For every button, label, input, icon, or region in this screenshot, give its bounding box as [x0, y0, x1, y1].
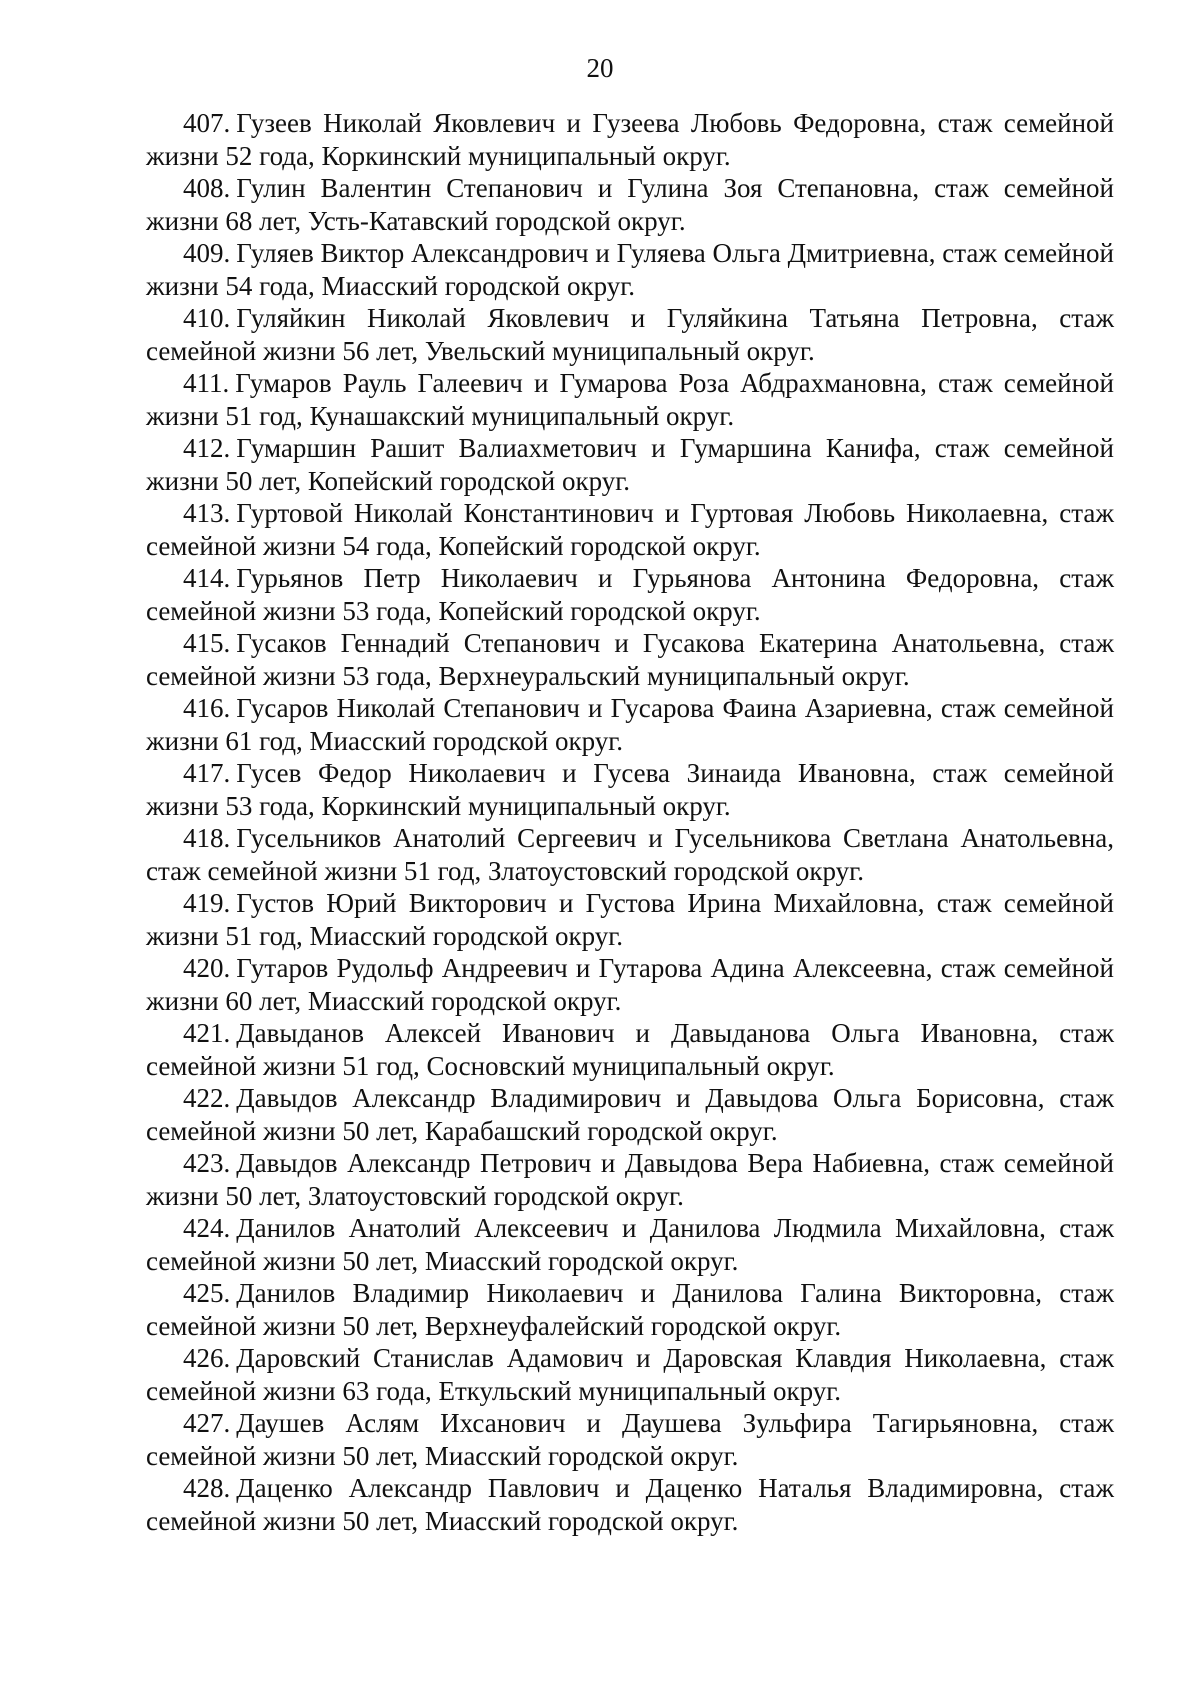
entry-number: 427.	[183, 1408, 231, 1438]
list-item	[146, 367, 1114, 432]
entry-number: 412.	[183, 433, 231, 463]
entry-text: Даровский Станислав Адамович и Даровская Клавдия Николаевна, стаж семейной жизни 63 года, Еткульский муниципальный округ.	[146, 1343, 1114, 1406]
entry-number: 420.	[183, 953, 231, 983]
entry-number: 416.	[183, 693, 231, 723]
list-item	[146, 1407, 1114, 1472]
entry-text: Гусев Федор Николаевич и Гусева Зинаида Ивановна, стаж семейной жизни 53 года, Коркинский муниципальный округ.	[146, 758, 1114, 821]
entry-text: Гутаров Рудольф Андреевич и Гутарова Адина Алексеевна, стаж семейной жизни 60 лет, Миасский городской округ.	[146, 953, 1114, 1016]
entry-number: 419.	[183, 888, 231, 918]
entry-text: Гусаков Геннадий Степанович и Гусакова Екатерина Анатольевна, стаж семейной жизни 53 года, Верхнеуральский муниципальный округ.	[146, 628, 1114, 691]
list-item	[146, 172, 1114, 237]
entry-text: Даушев Аслям Ихсанович и Даушева Зульфира Тагирьяновна, стаж семейной жизни 50 лет, Миасский городской округ.	[146, 1408, 1114, 1471]
entry-number: 428.	[183, 1473, 231, 1503]
list-item	[146, 1147, 1114, 1212]
entry-text: Данилов Владимир Николаевич и Данилова Галина Викторовна, стаж семейной жизни 50 лет, Верхнеуфалейский городской округ.	[146, 1278, 1114, 1341]
list-item	[146, 1472, 1114, 1537]
entry-text: Гурьянов Петр Николаевич и Гурьянова Антонина Федоровна, стаж семейной жизни 53 года, Копейский городской округ.	[146, 563, 1114, 626]
list-item	[146, 627, 1114, 692]
entry-text: Давыданов Алексей Иванович и Давыданова Ольга Ивановна, стаж семейной жизни 51 год, Сосновский муниципальный округ.	[146, 1018, 1114, 1081]
entry-number: 413.	[183, 498, 231, 528]
entry-text: Гуляев Виктор Александрович и Гуляева Ольга Дмитриевна, стаж семейной жизни 54 года, Миасский городской округ.	[146, 238, 1114, 301]
list-item	[146, 497, 1114, 562]
entry-number: 425.	[183, 1278, 231, 1308]
entry-number: 417.	[183, 758, 231, 788]
entry-text: Гусельников Анатолий Сергеевич и Гусельникова Светлана Анатольевна, стаж семейной жизни 51 год, Златоустовский городской округ.	[146, 823, 1114, 886]
entry-number: 408.	[183, 173, 231, 203]
entry-number: 410.	[183, 303, 231, 333]
entry-number: 426.	[183, 1343, 231, 1373]
entry-text: Гусаров Николай Степанович и Гусарова Фаина Азариевна, стаж семейной жизни 61 год, Миасский городской округ.	[146, 693, 1114, 756]
list-item	[146, 757, 1114, 822]
list-item	[146, 822, 1114, 887]
list-item	[146, 1277, 1114, 1342]
entry-text: Гуляйкин Николай Яковлевич и Гуляйкина Татьяна Петровна, стаж семейной жизни 56 лет, Увельский муниципальный округ.	[146, 303, 1114, 366]
list-item	[146, 1082, 1114, 1147]
list-item	[146, 107, 1114, 172]
entry-text: Давыдов Александр Владимирович и Давыдова Ольга Борисовна, стаж семейной жизни 50 лет, Карабашский городской округ.	[146, 1083, 1114, 1146]
entry-text: Даценко Александр Павлович и Даценко Наталья Владимировна, стаж семейной жизни 50 лет, Миасский городской округ.	[146, 1473, 1114, 1536]
list-item	[146, 1212, 1114, 1277]
entry-number: 411.	[183, 368, 230, 398]
entry-number: 424.	[183, 1213, 231, 1243]
entry-number: 418.	[183, 823, 231, 853]
list-item	[146, 1342, 1114, 1407]
list-item	[146, 237, 1114, 302]
entry-text: Гуртовой Николай Константинович и Гуртовая Любовь Николаевна, стаж семейной жизни 54 года, Копейский городской округ.	[146, 498, 1114, 561]
list-item	[146, 887, 1114, 952]
entry-list	[146, 107, 1114, 1537]
list-item	[146, 302, 1114, 367]
entry-number: 415.	[183, 628, 231, 658]
list-item	[146, 562, 1114, 627]
entry-number: 407.	[183, 108, 231, 138]
entry-number: 421.	[183, 1018, 231, 1048]
list-item	[146, 432, 1114, 497]
entry-number: 422.	[183, 1083, 231, 1113]
entry-text: Гузеев Николай Яковлевич и Гузеева Любовь Федоровна, стаж семейной жизни 52 года, Коркинский муниципальный округ.	[146, 108, 1114, 171]
entry-text: Данилов Анатолий Алексеевич и Данилова Людмила Михайловна, стаж семейной жизни 50 лет, Миасский городской округ.	[146, 1213, 1114, 1276]
list-item	[146, 1017, 1114, 1082]
entry-text: Густов Юрий Викторович и Густова Ирина Михайловна, стаж семейной жизни 51 год, Миасский городской округ.	[146, 888, 1114, 951]
entry-number: 409.	[183, 238, 231, 268]
entry-text: Давыдов Александр Петрович и Давыдова Вера Набиевна, стаж семейной жизни 50 лет, Златоустовский городской округ.	[146, 1148, 1114, 1211]
entry-text: Гумаров Рауль Галеевич и Гумарова Роза Абдрахмановна, стаж семейной жизни 51 год, Кунашакский муниципальный округ.	[146, 368, 1114, 431]
entry-number: 414.	[183, 563, 231, 593]
entry-text: Гумаршин Рашит Валиахметович и Гумаршина Канифа, стаж семейной жизни 50 лет, Копейский городской округ.	[146, 433, 1114, 496]
list-item	[146, 692, 1114, 757]
entry-text: Гулин Валентин Степанович и Гулина Зоя Степановна, стаж семейной жизни 68 лет, Усть-Катавский городской округ.	[146, 173, 1114, 236]
list-item	[146, 952, 1114, 1017]
page-number: 20	[586, 53, 614, 83]
entry-number: 423.	[183, 1148, 231, 1178]
